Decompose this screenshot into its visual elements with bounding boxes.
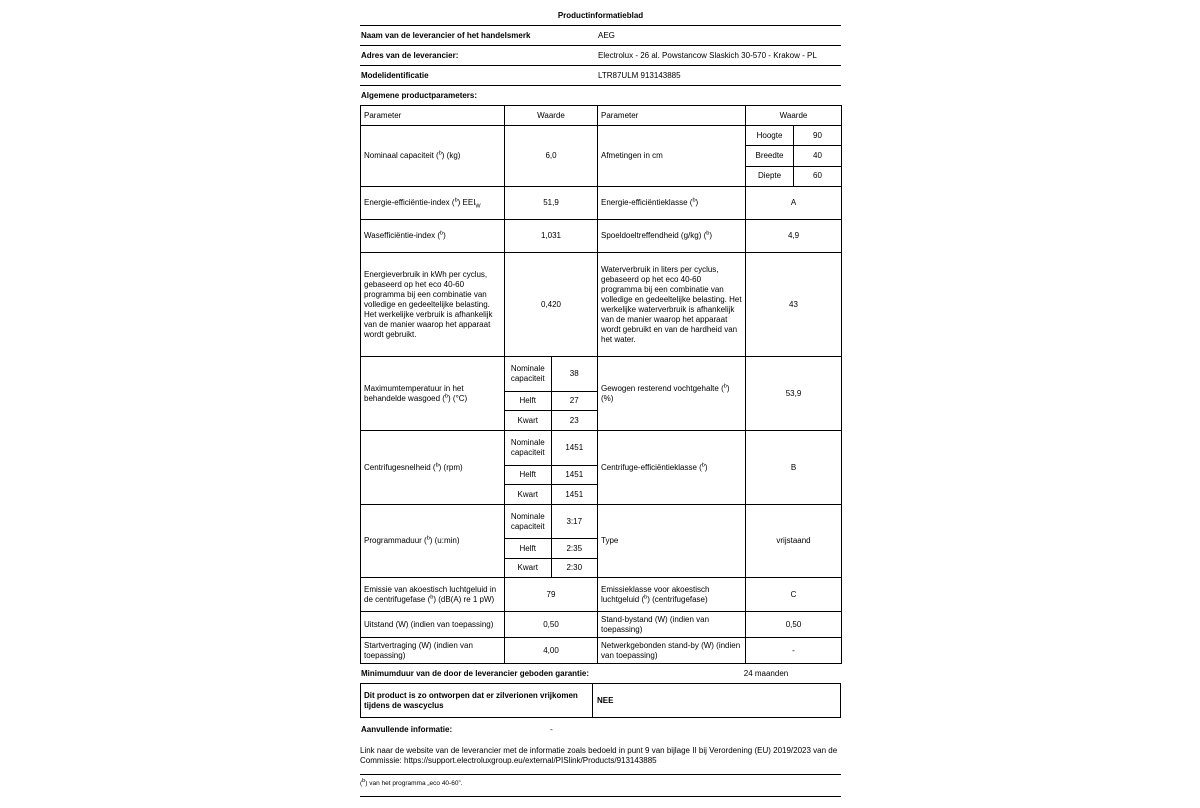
supplier-link-url[interactable]: https://support.electroluxgroup.eu/external/PISlink/Products/913143885 bbox=[404, 756, 657, 765]
sub-value: 2:35 bbox=[551, 539, 597, 559]
table-header-row bbox=[361, 106, 842, 126]
sub-row bbox=[505, 505, 597, 539]
supplier-address-label: Adres van de leverancier: bbox=[361, 50, 459, 60]
param-value: vrijstaand bbox=[746, 505, 842, 578]
sub-value: 23 bbox=[551, 411, 597, 430]
param-label: Energie-efficiëntieklasse ($^b$) bbox=[598, 187, 746, 220]
warranty-row bbox=[360, 664, 841, 684]
param-label: Nominaal capaciteit ($^b$) (kg) bbox=[361, 126, 505, 187]
sub-value: 38 bbox=[551, 357, 597, 391]
column-header-waarde-right: Waarde bbox=[746, 106, 842, 126]
table-row-consumption bbox=[361, 253, 842, 357]
model-identification-value: LTR87ULM 913143885 bbox=[598, 70, 681, 80]
param-label: Wasefficiëntie-index ($^b$) bbox=[361, 220, 505, 253]
sub-row bbox=[505, 539, 597, 559]
param-value: 79 bbox=[505, 578, 598, 612]
sub-label: Kwart bbox=[505, 411, 551, 430]
param-label: Emissieklasse voor akoestisch luchtgeluid ($^b$) (centrifugefase) bbox=[598, 578, 746, 612]
sub-label: Nominale capaciteit bbox=[505, 357, 551, 391]
param-label: Type bbox=[598, 505, 746, 578]
section-heading: Algemene productparameters: bbox=[361, 90, 478, 100]
param-value: 4,00 bbox=[505, 638, 598, 664]
param-subtable-dimensions bbox=[746, 126, 842, 187]
sub-row bbox=[505, 431, 597, 465]
table-row-spin-speed bbox=[361, 431, 842, 505]
sub-value: 1451 bbox=[551, 431, 597, 465]
param-value: B bbox=[746, 431, 842, 505]
warranty-label: Minimumduur van de door de leverancier geboden garantie: bbox=[361, 668, 590, 678]
column-header-waarde-left: Waarde bbox=[505, 106, 598, 126]
param-label: Netwerkgebonden stand-by (W) (indien van toepassing) bbox=[598, 638, 746, 664]
param-value: A bbox=[746, 187, 842, 220]
param-value: 51,9 bbox=[505, 187, 598, 220]
param-label: Waterverbruik in liters per cyclus, gebaseerd op het eco 40-60 programma bij een combinatie van volledige en gedeeltelijke belasting. Het werkelijke waterverbruik is afhankelijk van de manier waarop het apparaat wordt gebruikt en van de hardheid van het water. bbox=[598, 253, 746, 357]
general-parameters-table bbox=[360, 105, 842, 664]
param-value: 0,420 bbox=[505, 253, 598, 357]
sub-label: Helft bbox=[505, 539, 551, 559]
supplier-name-row bbox=[360, 26, 841, 46]
param-label: Uitstand (W) (indien van toepassing) bbox=[361, 612, 505, 638]
param-label: Startvertraging (W) (indien van toepassing) bbox=[361, 638, 505, 664]
silver-ions-value: NEE bbox=[597, 695, 614, 705]
param-value: C bbox=[746, 578, 842, 612]
silver-ions-label: Dit product is zo ontworpen dat er zilverionen vrijkomen tijdens de wascyclus bbox=[361, 684, 593, 717]
sub-label: Helft bbox=[505, 465, 551, 485]
param-label: Energie-efficiëntie-index ($^b$) $EEI_W$ bbox=[361, 187, 505, 220]
supplier-name-label: Naam van de leverancier of het handelsmerk bbox=[361, 30, 531, 40]
param-value: 0,50 bbox=[505, 612, 598, 638]
page-title: Productinformatieblad bbox=[360, 8, 841, 26]
table-row-off-standby bbox=[361, 612, 842, 638]
param-label: Centrifuge-efficiëntieklasse ($^b$) bbox=[598, 431, 746, 505]
sub-value: 1451 bbox=[551, 465, 597, 485]
column-header-parameter-right: Parameter bbox=[598, 106, 746, 126]
sub-value: 90 bbox=[794, 126, 842, 146]
supplier-link-paragraph bbox=[360, 741, 841, 775]
sub-value: 1451 bbox=[551, 485, 597, 504]
param-value: 0,50 bbox=[746, 612, 842, 638]
sub-row bbox=[505, 357, 597, 391]
param-value: 6,0 bbox=[505, 126, 598, 187]
sub-value: 40 bbox=[794, 146, 842, 167]
sub-value: 60 bbox=[794, 166, 842, 186]
supplier-link-intro: Link naar de website van de leverancier met de informatie zoals bedoeld in punt 9 van bijlage II bij Verordening (EU) 2019/2023 van de Commissie: bbox=[360, 746, 838, 765]
param-label: Gewogen resterend vochtgehalte ($^b$) (%) bbox=[598, 357, 746, 431]
additional-info-row bbox=[360, 718, 841, 741]
sub-row bbox=[505, 485, 597, 504]
table-row-capacity-dimensions bbox=[361, 126, 842, 187]
sub-label: Helft bbox=[505, 391, 551, 411]
param-value: - bbox=[746, 638, 842, 664]
silver-ions-row bbox=[360, 684, 841, 718]
table-row-wash-index bbox=[361, 220, 842, 253]
sub-label: Kwart bbox=[505, 558, 551, 577]
param-label: Centrifugesnelheid ($^b$) (rpm) bbox=[361, 431, 505, 505]
table-row-max-temperature bbox=[361, 357, 842, 431]
model-identification-row bbox=[360, 66, 841, 86]
sub-label: Nominale capaciteit bbox=[505, 431, 551, 465]
param-subtable-duration bbox=[505, 505, 598, 578]
param-label: Energieverbruik in kWh per cyclus, gebaseerd op het eco 40-60 programma bij een combinatie van volledige en gedeeltelijke belasting. Het werkelijke verbruik is afhankelijk van de manier waarop het apparaat wordt gebruikt. bbox=[361, 253, 505, 357]
sub-row bbox=[505, 558, 597, 577]
additional-info-label: Aanvullende informatie: bbox=[361, 724, 453, 734]
table-row-programme-duration bbox=[361, 505, 842, 578]
sub-row bbox=[505, 411, 597, 430]
param-subtable-spin-speed bbox=[505, 431, 598, 505]
param-label: Stand-bystand (W) (indien van toepassing) bbox=[598, 612, 746, 638]
supplier-address-row bbox=[360, 46, 841, 66]
param-value: 43 bbox=[746, 253, 842, 357]
model-identification-label: Modelidentificatie bbox=[361, 70, 429, 80]
footnote-b: ($^b$) van het programma „eco 40-60”. bbox=[360, 775, 841, 797]
param-label: Programmaduur ($^b$) (u:min) bbox=[361, 505, 505, 578]
param-label: Maximumtemperatuur in het behandelde wasgoed ($^b$) (°C) bbox=[361, 357, 505, 431]
table-row-energy-index bbox=[361, 187, 842, 220]
param-label: Spoeldoeltreffendheid (g/kg) ($^b$) bbox=[598, 220, 746, 253]
sub-row bbox=[746, 126, 841, 146]
warranty-value: 24 maanden bbox=[743, 668, 789, 678]
sub-value: 27 bbox=[551, 391, 597, 411]
param-label: Afmetingen in cm bbox=[598, 126, 746, 187]
table-row-noise bbox=[361, 578, 842, 612]
sub-value: 2:30 bbox=[551, 558, 597, 577]
sub-label: Nominale capaciteit bbox=[505, 505, 551, 539]
supplier-address-value: Electrolux - 26 al. Powstancow Slaskich 30-570 - Krakow - PL bbox=[598, 50, 817, 60]
table-row-delay-network bbox=[361, 638, 842, 664]
param-value: 1,031 bbox=[505, 220, 598, 253]
column-header-parameter-left: Parameter bbox=[361, 106, 505, 126]
sub-row bbox=[505, 465, 597, 485]
sub-row bbox=[505, 391, 597, 411]
param-label: Emissie van akoestisch luchtgeluid in de centrifugefase ($^b$) (dB(A) re 1 pW) bbox=[361, 578, 505, 612]
param-value: 53,9 bbox=[746, 357, 842, 431]
product-information-sheet bbox=[360, 8, 841, 797]
param-value: 4,9 bbox=[746, 220, 842, 253]
supplier-name-value: AEG bbox=[598, 30, 615, 40]
sub-row bbox=[746, 146, 841, 167]
param-subtable-temperature bbox=[505, 357, 598, 431]
sub-value: 3:17 bbox=[551, 505, 597, 539]
sub-row bbox=[746, 166, 841, 186]
sub-label: Hoogte bbox=[746, 126, 794, 146]
additional-info-value: - bbox=[550, 724, 553, 734]
sub-label: Kwart bbox=[505, 485, 551, 504]
sub-label: Diepte bbox=[746, 166, 794, 186]
sub-label: Breedte bbox=[746, 146, 794, 167]
